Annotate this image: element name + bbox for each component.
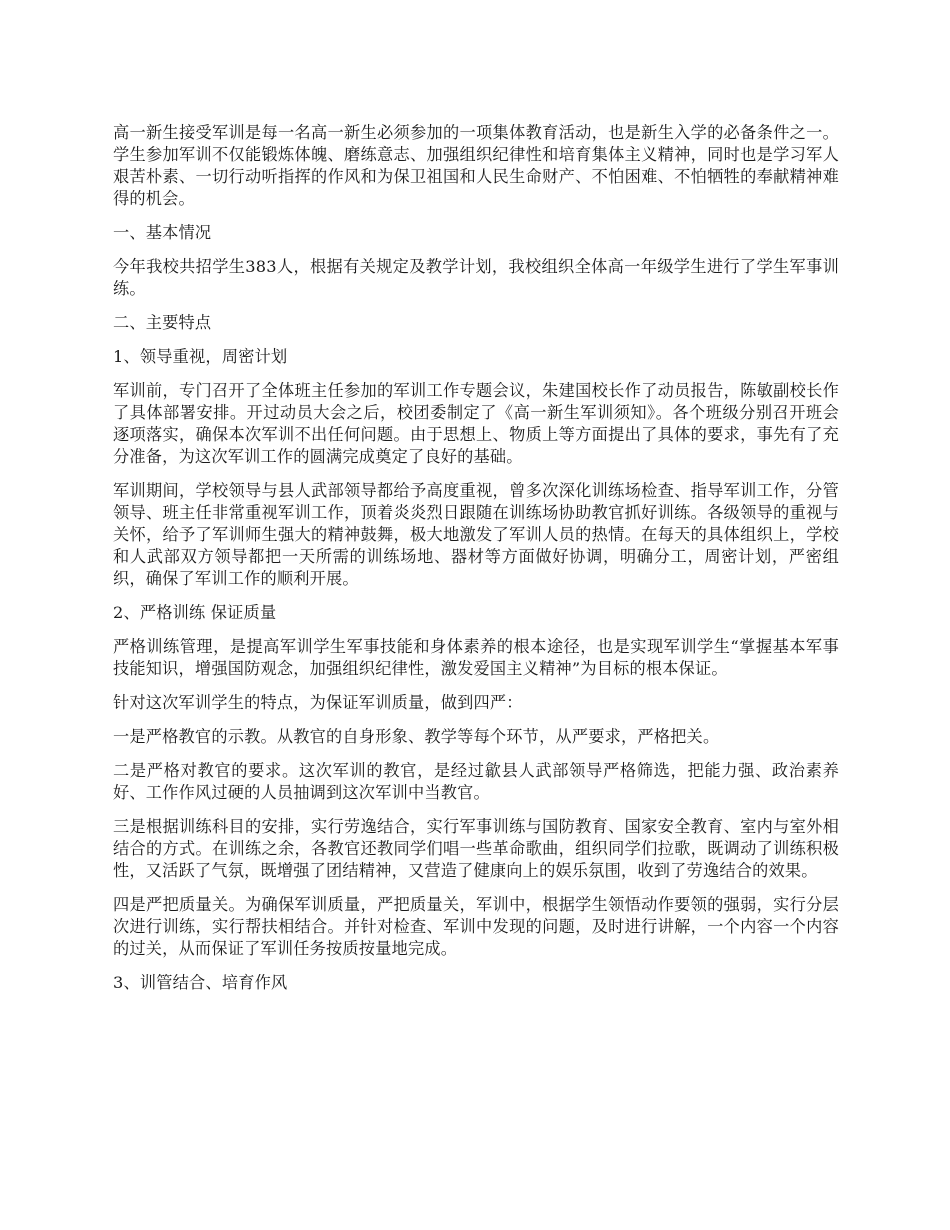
four-strict-intro: 针对这次军训学生的特点，为保证军训质量，做到四严： — [113, 693, 523, 712]
strict-training-paragraph: 严格训练管理，是提高军训学生军事技能和身体素养的根本途径，也是实现军训学生“掌握基本军事技能知识，增强国防观念，加强组织纪律性，激发爱国主义精神”为目标的根本保证。 — [113, 637, 839, 678]
strict-item-3: 三是根据训练科目的安排，实行劳逸结合，实行军事训练与国防教育、国家安全教育、室内与室外相结合的方式。在训练之余，各教官还教同学们唱一些革命歌曲，组织同学们拉歌，既调动了训练积极性，又活跃了气氛，既增强了团结精神，又营造了健康向上的娱乐氛围，收到了劳逸结合的效果。 — [113, 817, 839, 880]
intro-paragraph: 高一新生接受军训是每一名高一新生必须参加的一项集体教育活动，也是新生入学的必备条件之一。学生参加军训不仅能锻炼体魄、磨练意志、加强组织纪律性和培育集体主义精神，同时也是学习军人艰苦朴素、一切行动听指挥的作风和为保卫祖国和人民生命财产、不怕困难、不怕牺牲的奉献精神难得的机会。 — [113, 123, 839, 208]
document-page — [113, 122, 839, 1006]
strict-item-4: 四是严把质量关。为确保军训质量，严把质量关，军训中，根据学生领悟动作要领的强弱，实行分层次进行训练，实行帮扶相结合。并针对检查、军训中发现的问题，及时进行讲解，一个内容一个内容的过关，从而保证了军训任务按质按量地完成。 — [113, 895, 839, 958]
subheading-training-management: 3、训管结合、培育作风 — [113, 973, 288, 992]
strict-item-1: 一是严格教官的示教。从教官的自身形象、教学等每个环节，从严要求，严格把关。 — [113, 727, 720, 746]
basic-situation-paragraph: 今年我校共招学生383人，根据有关规定及教学计划，我校组织全体高一年级学生进行了学生军事训练。 — [113, 257, 839, 298]
strict-item-2: 二是严格对教官的要求。这次军训的教官，是经过歙县人武部领导严格筛选，把能力强、政治素养好、工作作风过硬的人员抽调到这次军训中当教官。 — [113, 761, 839, 802]
leadership-paragraph-2: 军训期间，学校领导与县人武部领导都给予高度重视，曾多次深化训练场检查、指导军训工作，分管领导、班主任非常重视军训工作，顶着炎炎烈日跟随在训练场协助教官抓好训练。各级领导的重视与关怀，给予了军训师生强大的精神鼓舞，极大地激发了军训人员的热情。在每天的具体组织上，学校和人武部双方领导都把一天所需的训练场地、器材等方面做好协调，明确分工，周密计划，严密组织，确保了军训工作的顺利开展。 — [113, 481, 839, 588]
subheading-leadership: 1、领导重视，周密计划 — [113, 347, 288, 366]
subheading-strict-training: 2、严格训练 保证质量 — [113, 603, 277, 622]
section-heading-basic-situation: 一、基本情况 — [113, 223, 212, 242]
section-heading-main-features: 二、主要特点 — [113, 313, 212, 332]
leadership-paragraph-1: 军训前，专门召开了全体班主任参加的军训工作专题会议，朱建国校长作了动员报告，陈敏副校长作了具体部署安排。开过动员大会之后，校团委制定了《高一新生军训须知》。各个班级分别召开班会逐项落实，确保本次军训不出任何问题。由于思想上、物质上等方面提出了具体的要求，事先有了充分准备，为这次军训工作的圆满完成奠定了良好的基础。 — [113, 381, 839, 466]
